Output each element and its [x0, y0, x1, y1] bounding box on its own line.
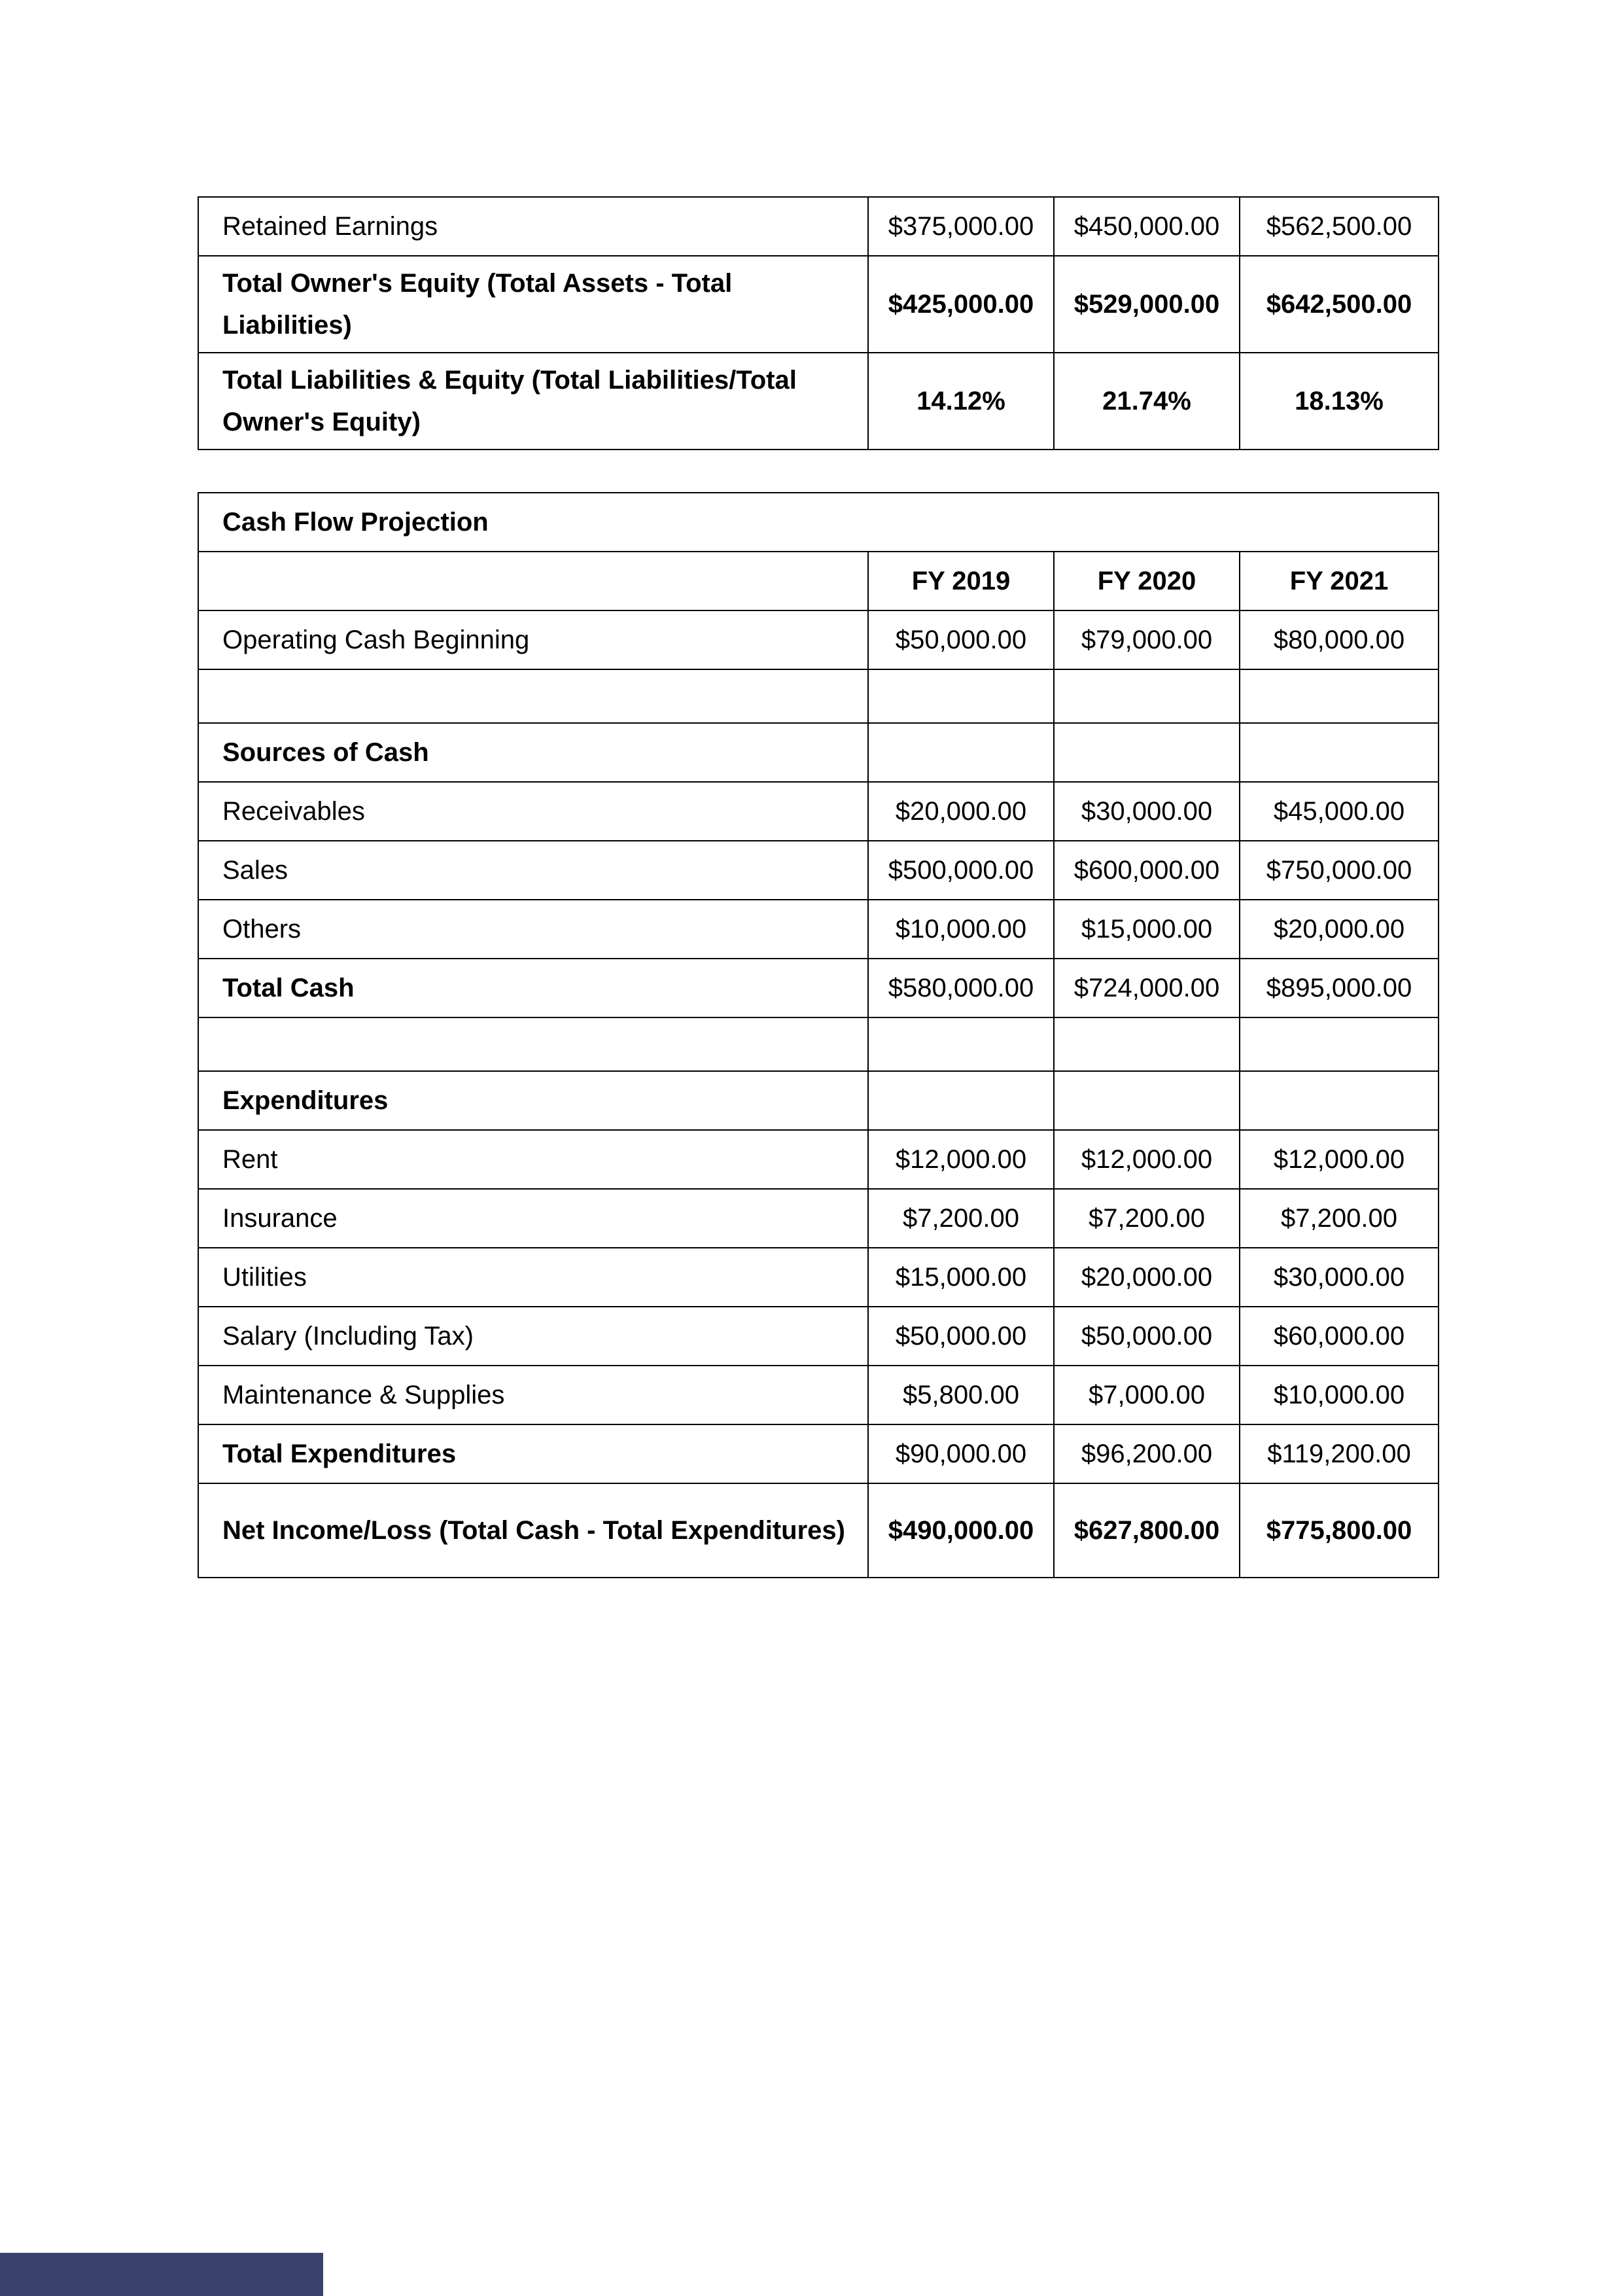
value-cell: $12,000.00	[868, 1130, 1054, 1189]
value-cell: $642,500.00	[1240, 256, 1439, 353]
total-row	[198, 959, 1439, 1017]
value-cell: $20,000.00	[1054, 1248, 1240, 1307]
table-row	[198, 1307, 1439, 1366]
row-label: Insurance	[198, 1189, 868, 1248]
table-row	[198, 1366, 1439, 1424]
value-cell	[1240, 1017, 1439, 1071]
value-cell: $7,200.00	[1240, 1189, 1439, 1248]
value-cell: $50,000.00	[868, 1307, 1054, 1366]
spacer-row	[198, 669, 1439, 723]
value-cell: $490,000.00	[868, 1483, 1054, 1578]
value-cell: $50,000.00	[868, 610, 1054, 669]
row-label	[198, 669, 868, 723]
value-cell: $60,000.00	[1240, 1307, 1439, 1366]
row-label: Total Cash	[198, 959, 868, 1017]
value-cell	[1054, 1017, 1240, 1071]
row-label: Total Expenditures	[198, 1424, 868, 1483]
value-cell: $79,000.00	[1054, 610, 1240, 669]
value-cell	[868, 723, 1054, 782]
value-cell: $30,000.00	[1240, 1248, 1439, 1307]
value-cell: $50,000.00	[1054, 1307, 1240, 1366]
net-income-row	[198, 1483, 1439, 1578]
value-cell: $5,800.00	[868, 1366, 1054, 1424]
header-empty-cell	[198, 552, 868, 610]
value-cell	[868, 669, 1054, 723]
value-cell: $45,000.00	[1240, 782, 1439, 841]
value-cell: $7,000.00	[1054, 1366, 1240, 1424]
table-row	[198, 197, 1439, 256]
row-label: Total Liabilities & Equity (Total Liabilities/Total Owner's Equity)	[198, 353, 868, 450]
value-cell	[1054, 669, 1240, 723]
row-label: Maintenance & Supplies	[198, 1366, 868, 1424]
value-cell: $20,000.00	[868, 782, 1054, 841]
table-row	[198, 256, 1439, 353]
value-cell	[1054, 723, 1240, 782]
table-row	[198, 782, 1439, 841]
row-label: Retained Earnings	[198, 197, 868, 256]
value-cell: $450,000.00	[1054, 197, 1240, 256]
row-label: Receivables	[198, 782, 868, 841]
total-row	[198, 1424, 1439, 1483]
value-cell: $90,000.00	[868, 1424, 1054, 1483]
equity-table	[198, 196, 1439, 450]
section-header-row	[198, 1071, 1439, 1130]
value-cell	[1240, 1071, 1439, 1130]
column-header: FY 2019	[868, 552, 1054, 610]
value-cell: $600,000.00	[1054, 841, 1240, 900]
table-row	[198, 1130, 1439, 1189]
value-cell: $10,000.00	[1240, 1366, 1439, 1424]
row-label: Sales	[198, 841, 868, 900]
value-cell	[1240, 669, 1439, 723]
value-cell: $12,000.00	[1054, 1130, 1240, 1189]
value-cell: $895,000.00	[1240, 959, 1439, 1017]
value-cell: $500,000.00	[868, 841, 1054, 900]
section-header-row	[198, 723, 1439, 782]
value-cell: $750,000.00	[1240, 841, 1439, 900]
value-cell: $529,000.00	[1054, 256, 1240, 353]
table-title-row	[198, 493, 1439, 552]
table-row	[198, 1189, 1439, 1248]
table-row	[198, 900, 1439, 959]
table-title: Cash Flow Projection	[198, 493, 1439, 552]
value-cell: $12,000.00	[1240, 1130, 1439, 1189]
value-cell: $15,000.00	[868, 1248, 1054, 1307]
value-cell	[868, 1071, 1054, 1130]
row-label: Rent	[198, 1130, 868, 1189]
value-cell: 18.13%	[1240, 353, 1439, 450]
value-cell: $119,200.00	[1240, 1424, 1439, 1483]
value-cell: $10,000.00	[868, 900, 1054, 959]
value-cell	[868, 1017, 1054, 1071]
row-label: Total Owner's Equity (Total Assets - Total Liabilities)	[198, 256, 868, 353]
value-cell: $580,000.00	[868, 959, 1054, 1017]
table-row	[198, 353, 1439, 450]
value-cell: $775,800.00	[1240, 1483, 1439, 1578]
value-cell: $15,000.00	[1054, 900, 1240, 959]
value-cell: 21.74%	[1054, 353, 1240, 450]
value-cell: $7,200.00	[868, 1189, 1054, 1248]
cashflow-table	[198, 492, 1439, 1578]
spacer-row	[198, 1017, 1439, 1071]
value-cell: $7,200.00	[1054, 1189, 1240, 1248]
column-header: FY 2020	[1054, 552, 1240, 610]
table-row	[198, 841, 1439, 900]
value-cell: $96,200.00	[1054, 1424, 1240, 1483]
value-cell: $425,000.00	[868, 256, 1054, 353]
value-cell: 14.12%	[868, 353, 1054, 450]
row-label: Net Income/Loss (Total Cash - Total Expenditures)	[198, 1483, 868, 1578]
section-label: Sources of Cash	[198, 723, 868, 782]
table-row	[198, 610, 1439, 669]
row-label: Operating Cash Beginning	[198, 610, 868, 669]
value-cell: $724,000.00	[1054, 959, 1240, 1017]
row-label: Salary (Including Tax)	[198, 1307, 868, 1366]
value-cell: $562,500.00	[1240, 197, 1439, 256]
value-cell: $80,000.00	[1240, 610, 1439, 669]
footer-accent-bar	[0, 2253, 323, 2296]
row-label	[198, 1017, 868, 1071]
value-cell: $375,000.00	[868, 197, 1054, 256]
value-cell: $30,000.00	[1054, 782, 1240, 841]
row-label: Utilities	[198, 1248, 868, 1307]
value-cell	[1054, 1071, 1240, 1130]
column-header: FY 2021	[1240, 552, 1439, 610]
row-label: Others	[198, 900, 868, 959]
value-cell	[1240, 723, 1439, 782]
value-cell: $627,800.00	[1054, 1483, 1240, 1578]
value-cell: $20,000.00	[1240, 900, 1439, 959]
table-row	[198, 1248, 1439, 1307]
header-row	[198, 552, 1439, 610]
section-label: Expenditures	[198, 1071, 868, 1130]
